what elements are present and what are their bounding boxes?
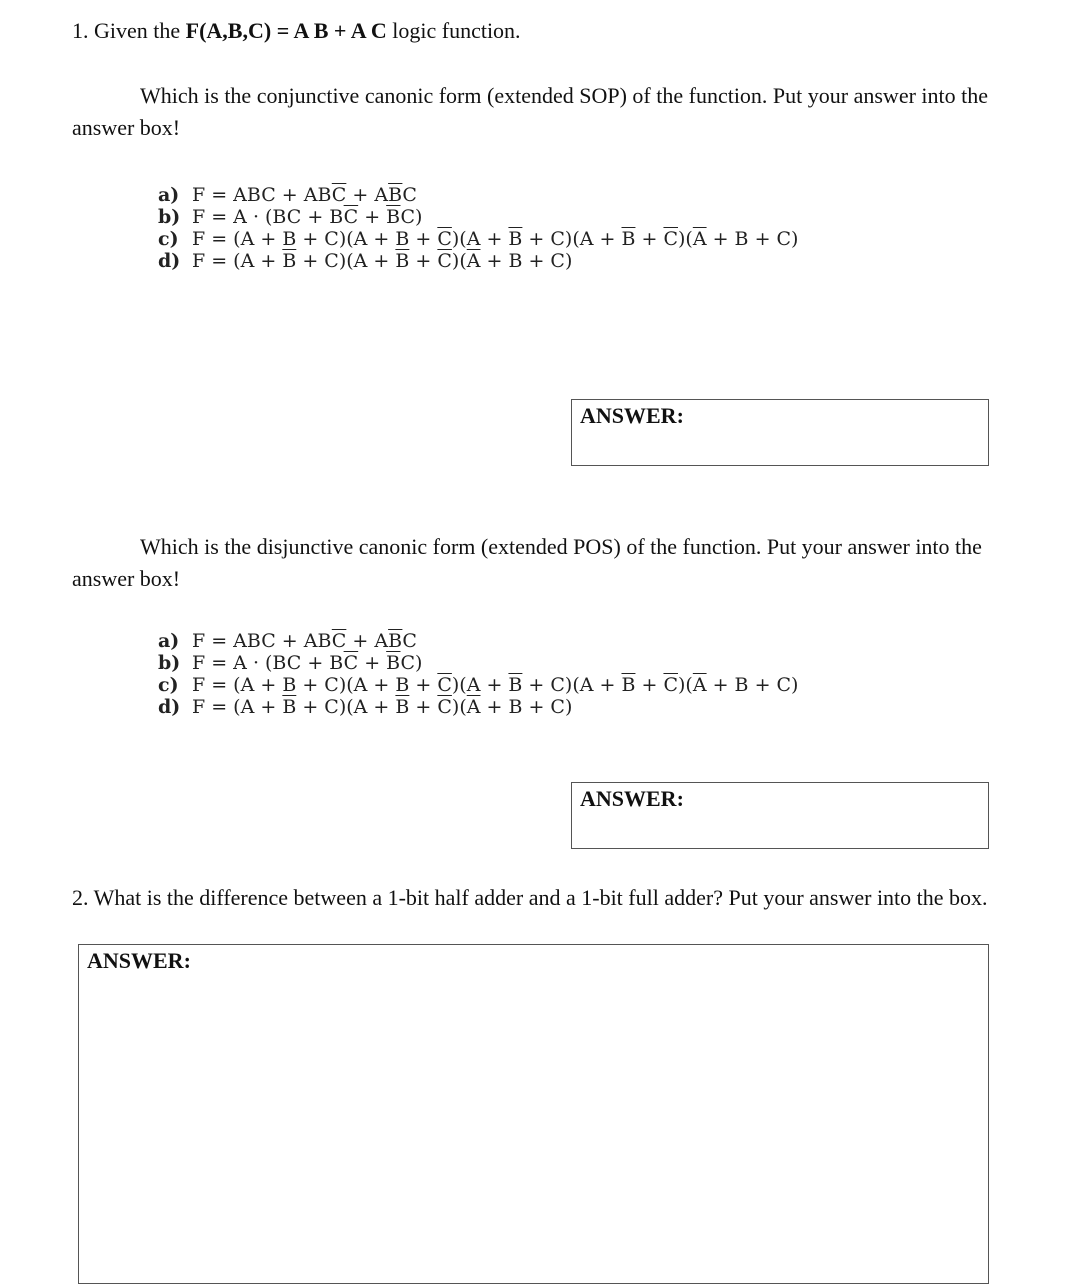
option-b-expression: $F = A \cdot (BC + B\overline{C} + \overline{B}C)$: [192, 652, 423, 674]
option-a-expression: F = ABC + $AB\overline{C} + A\overline{B}C$: [192, 184, 417, 206]
q1-intro-prefix: Given the: [94, 18, 181, 43]
option-label: a): [158, 184, 180, 206]
option-label: d): [158, 696, 181, 718]
option-c: [158, 674, 798, 696]
q1-number: 1.: [72, 18, 89, 43]
option-label: d): [158, 250, 181, 272]
option-c-expression: $F = (A + B + C)(A + B + \overline{C})(A + \overline{B} + C)(A + \overline{B} + \overline{C})(\overline{A} + B + C)$: [192, 228, 799, 250]
q1-part1-answer-box[interactable]: [571, 399, 989, 466]
option-label: c): [158, 228, 179, 250]
q2-answer-box[interactable]: [78, 944, 989, 1284]
answer-label: ANSWER:: [580, 786, 684, 811]
q1-part2-options: [158, 630, 798, 718]
q1-intro-suffix: logic function.: [392, 18, 521, 43]
q1-function-label: F(A,B,C) = A B + A C: [185, 18, 387, 43]
q2-prompt: 2. What is the difference between a 1-bit half adder and a 1-bit full adder? Put your answer into the box.: [72, 885, 988, 910]
option-d-expression: $F = (A + \overline{B} + C)(A + \overline{B} + \overline{C})(\overline{A} + B + C)$: [192, 250, 573, 272]
q1-header: [72, 15, 521, 47]
option-b-expression: $F = A \cdot (BC + B\overline{C} + \overline{B}C)$: [192, 206, 423, 228]
option-d: [158, 696, 798, 718]
option-d: [158, 250, 798, 272]
option-label: c): [158, 674, 179, 696]
q1-part1-prompt: Which is the conjunctive canonic form (extended SOP) of the function. Put your answer into the answer box!: [72, 83, 989, 140]
option-a: [158, 184, 798, 206]
option-a: [158, 630, 798, 652]
q1-part1-options: [158, 184, 798, 272]
option-label: b): [158, 206, 181, 228]
option-label: b): [158, 652, 181, 674]
q1-part2-answer-box[interactable]: [571, 782, 989, 849]
option-c: [158, 228, 798, 250]
option-a-expression: F = ABC + $AB\overline{C} + A\overline{B}C$: [192, 630, 417, 652]
q1-part2-prompt: Which is the disjunctive canonic form (extended POS) of the function. Put your answer into the answer box!: [72, 534, 982, 591]
option-b: [158, 652, 798, 674]
option-b: [158, 206, 798, 228]
option-c-expression: $F = (A + B + C)(A + B + \overline{C})(A + \overline{B} + C)(A + \overline{B} + \overline{C})(\overline{A} + B + C)$: [192, 674, 799, 696]
option-label: a): [158, 630, 180, 652]
answer-label: ANSWER:: [87, 948, 191, 973]
answer-label: ANSWER:: [580, 403, 684, 428]
option-d-expression: $F = (A + \overline{B} + C)(A + \overline{B} + \overline{C})(\overline{A} + B + C)$: [192, 696, 573, 718]
